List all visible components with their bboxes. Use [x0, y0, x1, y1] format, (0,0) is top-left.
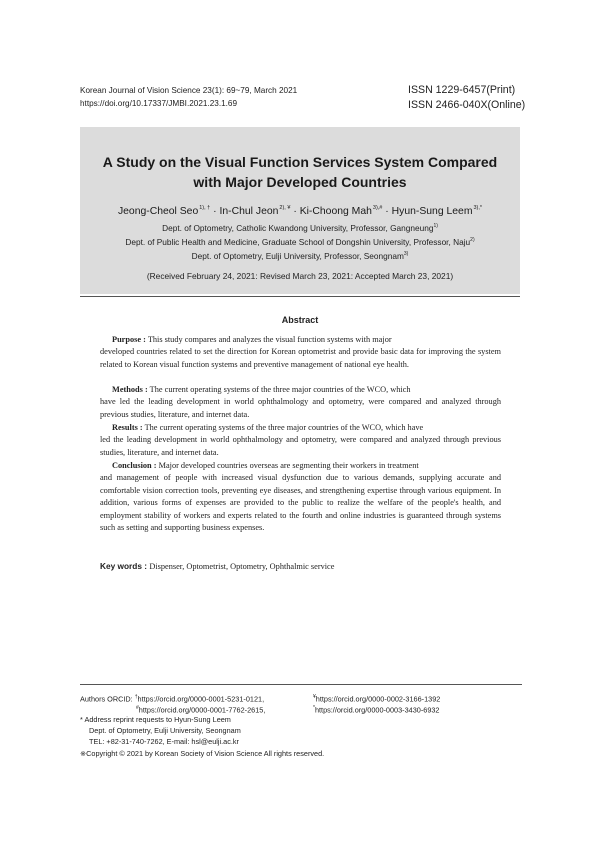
orcid-row-2b — [313, 703, 440, 716]
author-sup: 2), ¥ — [279, 205, 291, 211]
orcid-label: Authors ORCID: — [80, 694, 133, 704]
keywords-label: Key words : — [100, 561, 148, 571]
abstract-heading: Abstract — [281, 315, 319, 325]
header-rule — [80, 296, 520, 297]
author-name: In-Chul Jeon — [219, 206, 279, 217]
paper-title-line1: A Study on the Visual Function Services System Compared — [102, 154, 498, 170]
methods-line1: The current operating systems of the three major countries of the WCO, which — [149, 385, 411, 394]
purpose-label: Purpose : — [112, 335, 146, 344]
conclusion-line1: Major developed countries overseas are segmenting their workers in treatment — [158, 461, 419, 470]
journal-citation — [80, 84, 297, 110]
orcid-symbol: * — [313, 705, 315, 711]
copyright: ※Copyright © 2021 by Korean Society of Vision Science All rights reserved. — [80, 749, 325, 758]
orcid-link[interactable]: https://orcid.org/0000-0001-7762-2615, — [138, 705, 266, 715]
issn-online: ISSN 2466-040X(Online) — [408, 99, 526, 111]
affiliation-sup: 1) — [433, 223, 438, 229]
abstract-purpose-first-line — [100, 334, 501, 346]
reprint-line-2: Dept. of Optometry, Eulji University, Seongnam — [89, 726, 241, 735]
methods-label: Methods : — [112, 385, 148, 394]
received-dates: (Received February 24, 2021: Revised March 23, 2021: Accepted March 23, 2021) — [146, 271, 454, 281]
author-sup: 3),# — [372, 205, 383, 211]
abstract-results-first-line — [100, 422, 501, 434]
affiliation-sup: 2) — [470, 237, 475, 243]
methods-text: have led the leading development in world ophthalmology and optometry, were compared and analyzed through previous studies, literature, and internet data. — [100, 397, 501, 419]
author-name: Hyun-Sung Leem — [391, 206, 473, 217]
abstract-methods — [100, 384, 501, 421]
purpose-text: developed countries related to set the direction for Korean optometrist and provide basic data for improving the system related to Korean visual function systems and preventive management of national eye health. — [100, 347, 501, 369]
keywords — [100, 561, 501, 571]
author-name: Jeong-Cheol Seo — [117, 206, 199, 217]
doi-link[interactable]: https://doi.org/10.17337/JMBI.2021.23.1.69 — [80, 99, 238, 108]
orcid-link[interactable]: https://orcid.org/0000-0003-3430-6932 — [314, 705, 440, 715]
conclusion-text: and management of people with increased visual dysfunction due to various demands, supplying accurate and comfortable vision correction tools, preventing eye diseases, and strengthening expertise through various equipment. In addition, various forms of expenses are provided to the public to realize the welfare of the people's health, and employment stability of workers and experts related to the fourth and online industries is guaranteed through systems such as setting and supporting business expenses. — [100, 473, 501, 533]
results-label: Results : — [112, 423, 143, 432]
conclusion-label: Conclusion : — [112, 461, 157, 470]
affiliation-text: Dept. of Public Health and Medicine, Graduate School of Dongshin University, Professor, Naju — [125, 237, 471, 247]
results-line1: The current operating systems of the three major countries of the WCO, which have — [144, 423, 424, 432]
journal-citation-text: Korean Journal of Vision Science 23(1): 69~79, March 2021 — [80, 86, 298, 95]
orcid-link[interactable]: https://orcid.org/0000-0002-3166-1392 — [315, 694, 441, 704]
affiliation-text: Dept. of Optometry, Eulji University, Professor, Seongnam — [191, 251, 404, 261]
orcid-symbol: # — [136, 705, 139, 711]
issn-block — [408, 83, 525, 113]
affiliation-1 — [80, 223, 520, 233]
author-separator: · — [293, 206, 297, 217]
author-name: Ki-Choong Mah — [299, 206, 372, 217]
affiliation-3 — [80, 251, 520, 261]
orcid-symbol: † — [134, 694, 138, 700]
keywords-value: Dispenser, Optometrist, Optometry, Ophthalmic service — [149, 562, 335, 571]
reprint-line-3: TEL: +82-31-740-7262, E-mail: hsl@eulji.ac.kr — [89, 737, 239, 746]
orcid-symbol: ¥ — [313, 694, 316, 700]
purpose-line1: This study compares and analyzes the visual function systems with major — [147, 335, 392, 344]
paper-title — [80, 152, 520, 192]
affiliation-sup: 3) — [403, 251, 409, 257]
reprint-line-1: * Address reprint requests to Hyun-Sung Leem — [80, 715, 231, 724]
author-sup: 3),* — [473, 205, 483, 211]
author-list — [80, 205, 520, 217]
author-separator: · — [213, 206, 217, 217]
issn-print: ISSN 1229-6457(Print) — [408, 84, 516, 96]
footnote-rule — [80, 684, 522, 685]
results-text: led the leading development in world ophthalmology and optometry, were compared and analyzed through previous studies, literature, and internet data. — [100, 435, 501, 457]
paper-title-line2: with Major Developed Countries — [193, 174, 407, 190]
abstract-conclusion-first-line — [100, 460, 501, 472]
abstract-methods-first-line — [100, 384, 501, 396]
affiliation-2 — [80, 237, 520, 247]
abstract-conclusion — [100, 460, 501, 534]
author-sup: 1), † — [199, 205, 211, 211]
author-separator: · — [385, 206, 389, 217]
orcid-link[interactable]: https://orcid.org/0000-0001-5231-0121, — [137, 694, 265, 704]
abstract-results — [100, 422, 501, 459]
affiliation-text: Dept. of Optometry, Catholic Kwandong University, Professor, Gangneung — [162, 223, 434, 233]
abstract-purpose — [100, 334, 501, 371]
